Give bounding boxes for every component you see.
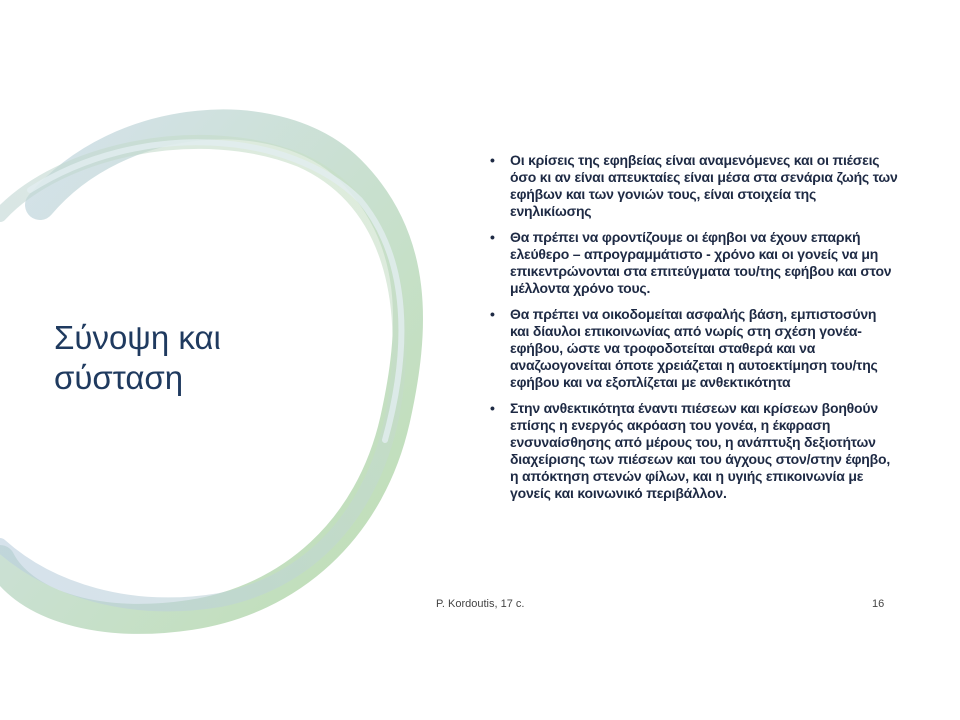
bullet-list-container bbox=[488, 152, 898, 511]
bullet-text: Θα πρέπει να φροντίζουμε οι έφηβοι να έχουν επαρκή ελεύθερο – απρογραμμάτιστο - χρόνο και οι γονείς να μη επικεντρώνονται στα επιτεύγματα του/της εφήβου και στον μέλλοντα χρόνο τους. bbox=[510, 229, 892, 296]
bullet-icon: • bbox=[490, 306, 495, 322]
bullet-icon: • bbox=[490, 400, 495, 416]
slide-title-line-1: Σύνοψη και bbox=[54, 319, 221, 356]
page-number: 16 bbox=[872, 598, 885, 610]
bullet-text: Στην ανθεκτικότητα έναντι πιέσεων και κρίσεων βοηθούν επίσης η ενεργός ακρόαση του γονέα, η έκφραση ενσυναίσθησης από μέρους του, η ανάπτυξη δεξιοτήτων διαχείρισης των πιέσεων και του άγχους στον/στην έφηβο, η απόκτηση στενών φίλων, και η υγιής επικοινωνία με γονείς και κοινωνικό περιβάλλον. bbox=[510, 400, 891, 501]
footer-author: P. Kordoutis, 17 c. bbox=[436, 598, 525, 610]
bullet-item bbox=[488, 229, 898, 297]
bullet-text: Οι κρίσεις της εφηβείας είναι αναμενόμενες και οι πιέσεις όσο κι αν είναι απευκταίες είναι μέσα στα σενάρια ζωής των εφήβων και των γονιών τους, είναι στοιχεία της ενηλικίωσης bbox=[510, 152, 898, 219]
bullet-item bbox=[488, 400, 898, 502]
slide-title bbox=[54, 318, 354, 397]
bullet-icon: • bbox=[490, 152, 495, 168]
bullet-icon: • bbox=[490, 229, 495, 245]
slide-title-line-2: σύσταση bbox=[54, 358, 184, 396]
bullet-text: Θα πρέπει να οικοδομείται ασφαλής βάση, εμπιστοσύνη και δίαυλοι επικοινωνίας από νωρίς στη σχέση γονέα-εφήβου, ώστε να τροφοδοτείται σταθερά και να αναζωογονείται όποτε χρειάζεται η αυτοεκτίμηση του/της εφήβου και να εξοπλίζεται με ανθεκτικότητα bbox=[510, 306, 878, 390]
bullet-list bbox=[488, 152, 898, 502]
bullet-item bbox=[488, 306, 898, 391]
bullet-item bbox=[488, 152, 898, 220]
